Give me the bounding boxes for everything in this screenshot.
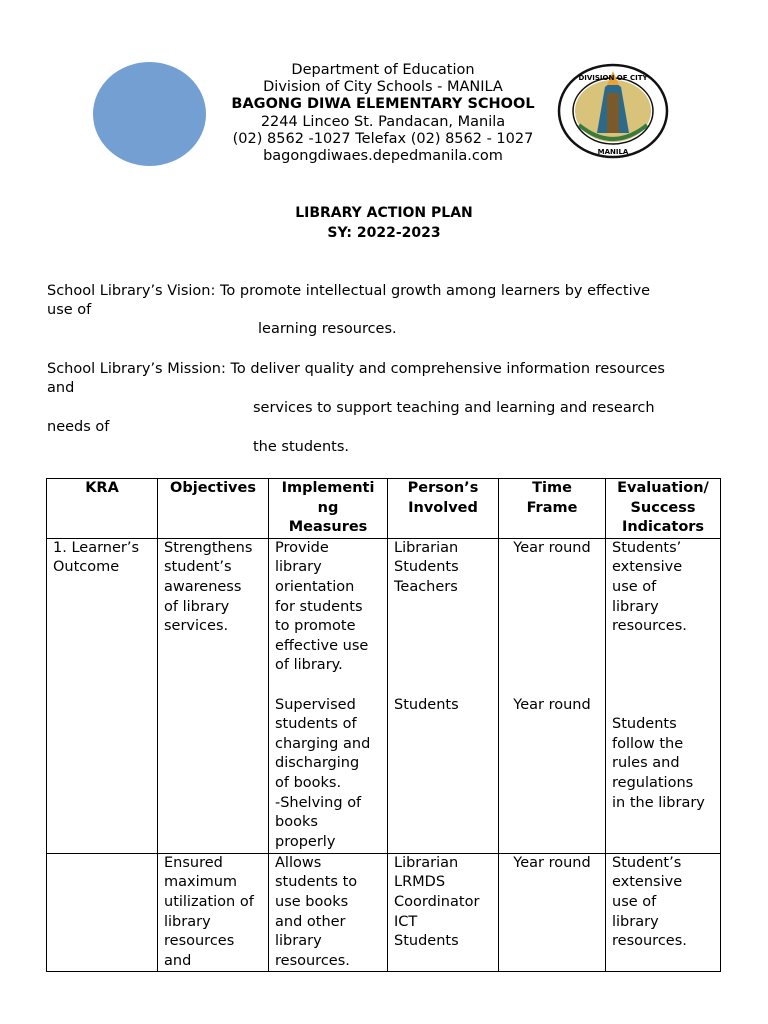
school-address: 2244 Linceo St. Pandacan, Manila bbox=[260, 113, 506, 130]
vision-line-2: use of bbox=[47, 302, 92, 318]
table-row bbox=[47, 853, 721, 972]
row1-objectives: Strengthens student’s awareness of library services. bbox=[158, 538, 269, 853]
mission-line-5: the students. bbox=[253, 439, 349, 455]
header-measures: Implementi ng Measures bbox=[269, 479, 388, 539]
division-seal bbox=[557, 63, 669, 159]
school-logo bbox=[93, 62, 206, 166]
svg-text:MANILA: MANILA bbox=[597, 148, 629, 156]
row2-time-frame: Year round bbox=[499, 853, 606, 972]
row2-evaluation: Student’s extensive use of library resources. bbox=[606, 853, 721, 972]
school-year: SY: 2022-2023 bbox=[327, 224, 441, 241]
row1-persons: Librarian Students Teachers Students bbox=[388, 538, 499, 853]
mission-line-3: services to support teaching and learning and research bbox=[253, 400, 655, 416]
school-website: bagongdiwaes.depedmanila.com bbox=[263, 148, 503, 165]
header-kra: KRA bbox=[47, 479, 158, 539]
row1-kra: 1. Learner’s Outcome bbox=[47, 538, 158, 853]
row2-objectives: Ensured maximum utilization of library resources and bbox=[158, 853, 269, 972]
row2-persons: Librarian LRMDS Coordinator ICT Students bbox=[388, 853, 499, 972]
mission-line-4: needs of bbox=[47, 419, 110, 435]
school-phone: (02) 8562 -1027 Telefax (02) 8562 - 1027 bbox=[232, 130, 534, 147]
action-plan-table bbox=[46, 478, 721, 972]
document-title bbox=[0, 204, 768, 243]
header-objectives: Objectives bbox=[158, 479, 269, 539]
header-persons: Person’s Involved bbox=[388, 479, 499, 539]
school-name: BAGONG DIWA ELEMENTARY SCHOOL bbox=[231, 96, 535, 113]
division-line: Division of City Schools - MANILA bbox=[263, 79, 503, 96]
title-line: LIBRARY ACTION PLAN bbox=[295, 205, 473, 221]
table-header-row bbox=[47, 479, 721, 539]
row2-measures: Allows students to use books and other library resources. bbox=[269, 853, 388, 972]
svg-text:DIVISION OF CITY: DIVISION OF CITY bbox=[578, 74, 648, 82]
row1-measures: Provide library orientation for students to promote effective use of library. Supervised students of charging and discharging of books. -Shelving of books properly bbox=[269, 538, 388, 853]
header-time-frame: Time Frame bbox=[499, 479, 606, 539]
vision-line-3: learning resources. bbox=[258, 321, 397, 337]
table-row bbox=[47, 538, 721, 853]
letterhead bbox=[205, 62, 561, 165]
row1-evaluation: Students’ extensive use of library resources. Students follow the rules and regulations in the library bbox=[606, 538, 721, 853]
vision-line-1: School Library’s Vision: To promote intellectual growth among learners by effective bbox=[47, 283, 651, 299]
row2-kra bbox=[47, 853, 158, 972]
row1-time-frame: Year round Year round bbox=[499, 538, 606, 853]
mission-line-1: School Library’s Mission: To deliver quality and comprehensive information resources bbox=[47, 361, 665, 377]
header-evaluation: Evaluation/ Success Indicators bbox=[606, 479, 721, 539]
mission-line-2: and bbox=[47, 380, 75, 396]
department-line: Department of Education bbox=[291, 62, 475, 78]
